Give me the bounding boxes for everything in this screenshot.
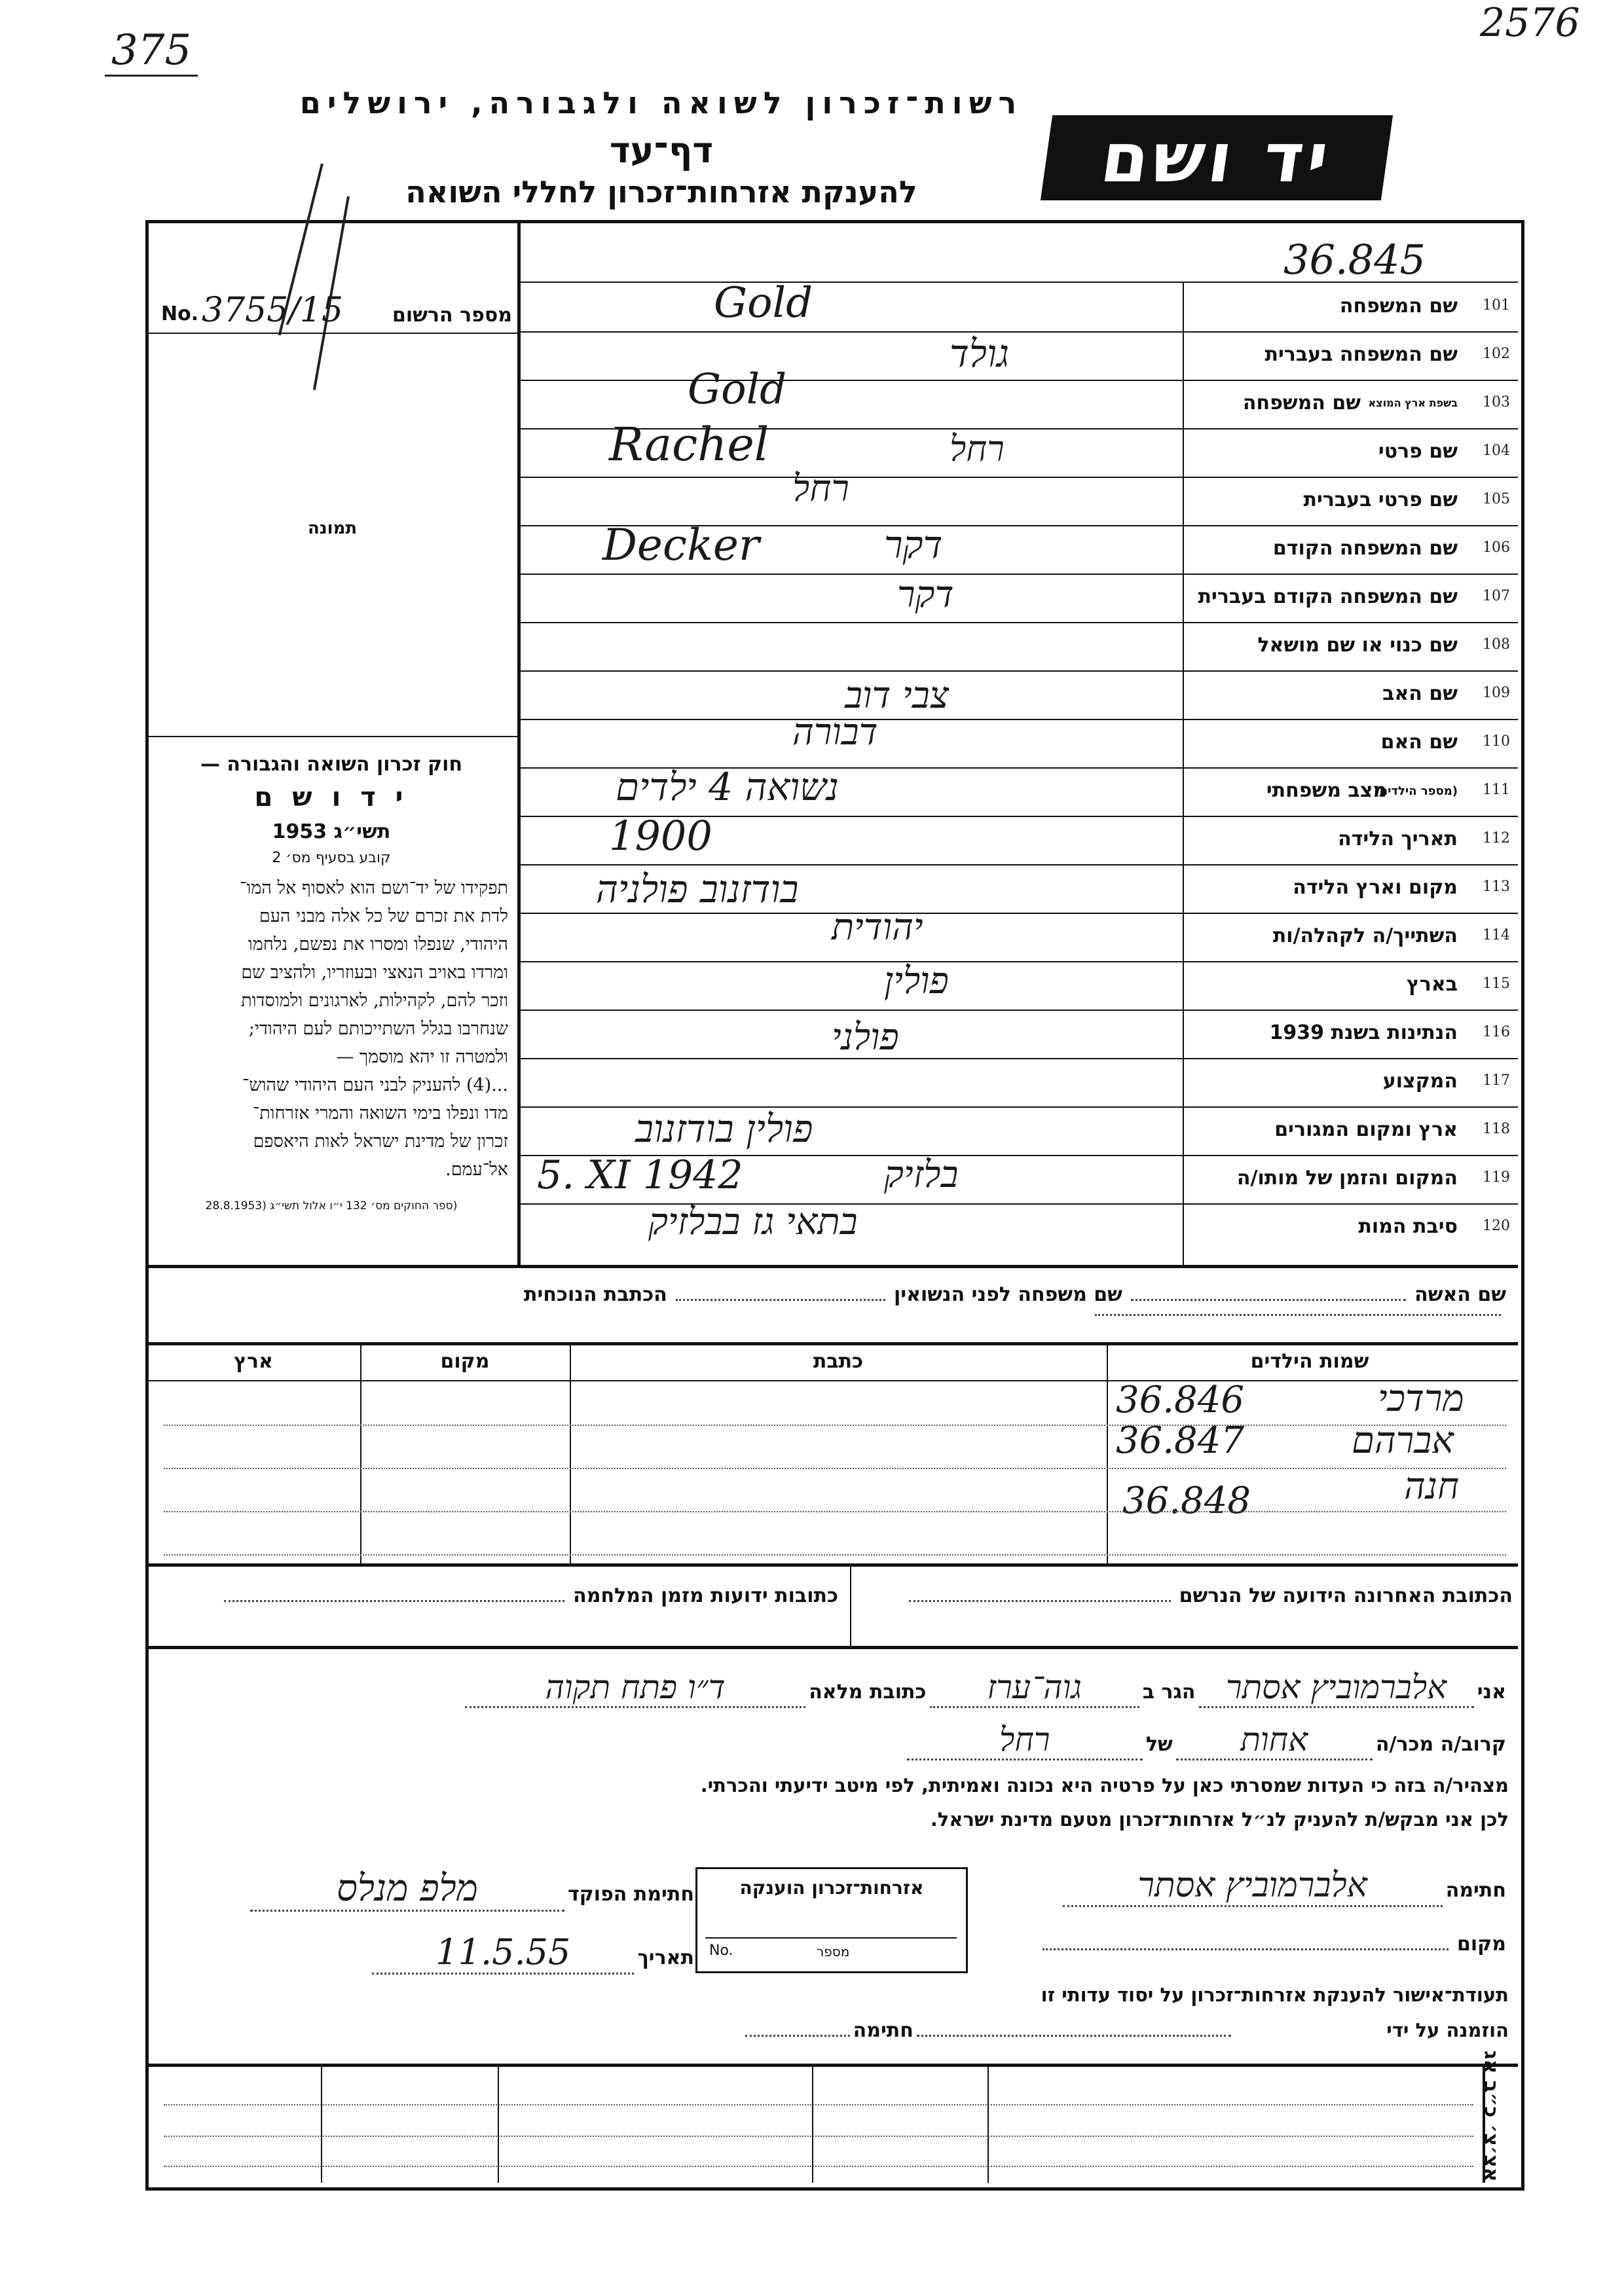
field-number: 113 bbox=[1483, 879, 1510, 895]
field-label: המקצוע bbox=[1382, 1070, 1458, 1093]
field-row-109 bbox=[517, 670, 1518, 719]
resident-label: הגר ב bbox=[1142, 1681, 1196, 1704]
field-label: בארץ bbox=[1406, 973, 1458, 996]
col-header-address: כתבת bbox=[813, 1350, 864, 1373]
law-line: ...(4) להעניק לבני העם היהודי שהוש־ bbox=[242, 1075, 508, 1095]
relative-label: קרוב/ה מכר/ה bbox=[1375, 1733, 1506, 1756]
field-row-101 bbox=[517, 279, 1518, 331]
declarant-line-2 bbox=[589, 1721, 1506, 1766]
field-value: פולין בודזנוב bbox=[635, 1106, 813, 1151]
field-value: 1900 bbox=[609, 812, 712, 860]
field-row-119 bbox=[517, 1152, 1518, 1203]
law-line: לדת את זכרם של כל אלה מבני העם bbox=[259, 906, 508, 926]
law-line: מדו ונפלו בימי השואה והמרי אזרחות־ bbox=[252, 1103, 508, 1123]
date-line bbox=[262, 1931, 694, 1975]
field-row-112 bbox=[517, 812, 1518, 864]
last-known-address bbox=[858, 1584, 1513, 1607]
field-value: יהודית bbox=[832, 906, 923, 949]
reg-prefix: No. bbox=[161, 302, 199, 325]
law-box bbox=[155, 753, 508, 1212]
law-line: וזכר להם, לקהילות, לארגונים ולמוסדות bbox=[241, 991, 508, 1011]
col-header-country: ארץ bbox=[234, 1350, 273, 1373]
field-number: 112 bbox=[1483, 830, 1510, 847]
of-label: של bbox=[1145, 1733, 1173, 1756]
field-row-114 bbox=[517, 906, 1518, 961]
reg-label: מספר הרשום bbox=[392, 304, 512, 327]
child-record-id: 36.846 bbox=[1116, 1379, 1244, 1421]
field-number: 107 bbox=[1483, 588, 1510, 604]
page-number: 2576 bbox=[1480, 0, 1580, 46]
certificate-signature-label: חתימה bbox=[853, 2019, 913, 2042]
field-number: 111 bbox=[1483, 782, 1510, 798]
child-row bbox=[147, 1511, 1518, 1554]
officer-signature-line bbox=[157, 1867, 694, 1912]
field-value: דקר bbox=[897, 574, 954, 616]
registration-number bbox=[157, 291, 516, 331]
field-number: 115 bbox=[1483, 975, 1510, 992]
field-label: שם האב bbox=[1382, 682, 1458, 705]
field-label: הנתינות בשנת 1939 bbox=[1269, 1021, 1458, 1044]
field-label: המקום והזמן של מותו/ה bbox=[1236, 1167, 1458, 1190]
field-number: 117 bbox=[1483, 1072, 1510, 1089]
declaration-text-1: מצהיר/ה בזה כי העדות שמסרתי כאן על פרטיה היא נכונה ואמיתית, לפי מיטב ידיעתי והכרתי. bbox=[700, 1774, 1509, 1796]
field-value-hebrew: דקר bbox=[884, 522, 943, 567]
field-value: דבורה bbox=[792, 711, 878, 754]
field-value: נשואה 4 ילדים bbox=[616, 765, 840, 809]
col-header-children: שמות הילדים bbox=[1250, 1350, 1369, 1373]
field-row-108 bbox=[517, 622, 1518, 670]
law-line: ומרדו באויב הנאצי ובעוזריו, ולהציב שם bbox=[241, 962, 508, 983]
maiden-name-label: שם משפחה לפני הנשואין bbox=[893, 1283, 1122, 1306]
field-number: 120 bbox=[1483, 1218, 1510, 1234]
ani-label: אני bbox=[1477, 1681, 1506, 1704]
field-row-106 bbox=[517, 520, 1518, 574]
wartime-address-label: כתובות ידועות מזמן המלחמה bbox=[573, 1584, 838, 1607]
child-row bbox=[147, 1465, 1518, 1522]
child-row bbox=[147, 1377, 1518, 1425]
field-row-116 bbox=[517, 1010, 1518, 1058]
full-address-label: כתובת מלאה bbox=[809, 1681, 927, 1704]
field-number: 108 bbox=[1483, 636, 1510, 653]
field-value-hebrew: רחל bbox=[950, 428, 1005, 469]
law-line: שנחרבו בגלל השתייכותם לעם היהודי; bbox=[248, 1019, 508, 1039]
field-number: 102 bbox=[1483, 346, 1510, 362]
date-value: 11.5.55 bbox=[372, 1931, 634, 1975]
law-line: אל־עמם. bbox=[445, 1159, 508, 1180]
field-label: תאריך הלידה bbox=[1338, 828, 1458, 850]
field-number: 116 bbox=[1483, 1024, 1510, 1040]
field-label-note: בשפת ארץ המוצא bbox=[1368, 397, 1458, 409]
certificate-signature-line bbox=[655, 2019, 1231, 2042]
field-number: 114 bbox=[1483, 927, 1510, 943]
form-subtitle: להענקת אזרחות־זכרון לחללי השואה bbox=[405, 174, 917, 210]
officer-signature-label: חתימת הפוקד bbox=[568, 1883, 694, 1906]
field-label: שם האם bbox=[1380, 731, 1458, 754]
resident-value: גוה־ערז bbox=[930, 1668, 1139, 1708]
field-label: השתייך/ה לקהלה/ות bbox=[1272, 924, 1458, 947]
child-name: אברהם bbox=[1352, 1419, 1454, 1462]
field-value: Rachel bbox=[609, 418, 769, 471]
field-value: רחל bbox=[792, 467, 849, 510]
yad-vashem-logo: יד ושם bbox=[1041, 115, 1393, 200]
field-number: 103 bbox=[1483, 394, 1510, 410]
field-row-117 bbox=[517, 1058, 1518, 1106]
law-line: תפקידו של יד־ושם הוא לאסוף אל המו־ bbox=[240, 878, 508, 898]
child-row bbox=[147, 1419, 1518, 1468]
field-row-107 bbox=[517, 574, 1518, 622]
field-number: 119 bbox=[1483, 1169, 1510, 1186]
signature-label: חתימה bbox=[1445, 1879, 1506, 1902]
field-label: ארץ ומקום המגורים bbox=[1274, 1118, 1458, 1141]
field-row-111 bbox=[517, 767, 1518, 816]
law-name: י ד ו ש ם bbox=[254, 782, 409, 812]
wife-label: שם האשה bbox=[1414, 1283, 1506, 1306]
declarant-name: אלברמוביץ אסתר bbox=[1199, 1668, 1474, 1708]
field-row-105 bbox=[517, 467, 1518, 525]
field-label: שם המשפחה bbox=[1242, 392, 1361, 414]
field-number: 106 bbox=[1483, 539, 1510, 556]
field-value: צבי דוב bbox=[845, 674, 950, 717]
field-row-120 bbox=[517, 1203, 1518, 1252]
field-row-115 bbox=[517, 961, 1518, 1010]
side-code: אצ׳צ׳ כ״ב אג bbox=[1479, 2050, 1503, 2182]
last-address-label: הכתובת האחרונה הידועה של הנרשם bbox=[1179, 1584, 1513, 1607]
officer-signature: מלפ מנלס bbox=[250, 1867, 564, 1912]
child-record-id: 36.848 bbox=[1122, 1480, 1251, 1522]
photo-label: תמונה bbox=[308, 519, 358, 538]
authority-title: רשות־זכרון לשואה ולגבורה, ירושלים bbox=[299, 85, 1024, 120]
field-number: 109 bbox=[1483, 685, 1510, 701]
field-number: 118 bbox=[1483, 1121, 1510, 1137]
law-line: זכרון של מדינת ישראל לאות היאספם bbox=[253, 1131, 508, 1152]
current-address-label: הכתבת הנוכחית bbox=[524, 1283, 667, 1306]
law-line: ולמטרה זו יהא מוסמך — bbox=[336, 1047, 508, 1067]
field-value: בתאי גז בבלזיק bbox=[648, 1201, 858, 1243]
citizenship-stamp-box bbox=[695, 1867, 968, 1973]
stamp-no-label: מספר bbox=[817, 1944, 850, 1959]
date-label: תאריך bbox=[637, 1946, 694, 1969]
declarant-line-1 bbox=[157, 1668, 1506, 1714]
relative-value: אחות bbox=[1176, 1721, 1373, 1760]
certificate-text-2: הוזמנה על ידי bbox=[1386, 2019, 1509, 2041]
law-line: היהודי, שנפלו ומסרו את נפשם, נלחמו bbox=[248, 934, 508, 955]
wartime-addresses bbox=[157, 1584, 838, 1607]
field-label: שם פרטי bbox=[1378, 440, 1458, 463]
certificate-text-1: תעודת־אישור להענקת אזרחות־זכרון על יסוד עדותי זו bbox=[1041, 1984, 1509, 2006]
declarant-signature: אלברמוביץ אסתר bbox=[1063, 1866, 1443, 1907]
field-label: מצב משפחתי bbox=[1266, 779, 1387, 802]
field-value: פולין bbox=[884, 960, 949, 1002]
field-value: פולני bbox=[832, 1016, 899, 1059]
field-label: שם פרטי בעברית bbox=[1303, 488, 1458, 511]
field-label: שם המשפחה בעברית bbox=[1264, 343, 1458, 366]
field-row-113 bbox=[517, 864, 1518, 913]
field-number: 101 bbox=[1483, 297, 1510, 314]
field-value: גולד bbox=[950, 331, 1010, 376]
top-record-id: 36.845 bbox=[1283, 236, 1426, 283]
field-value: Gold bbox=[688, 365, 787, 414]
field-number: 104 bbox=[1483, 443, 1510, 459]
stamp-title: אזרחות־זכרון הוענקה bbox=[739, 1877, 924, 1899]
declaration-text-2: לכן אני מבקש/ת להעניק לנ״ל אזרחות־זכרון מטעם מדינת ישראל. bbox=[930, 1808, 1509, 1831]
col-header-place: מקום bbox=[440, 1350, 490, 1373]
law-year: תשי״ג 1953 bbox=[272, 820, 391, 843]
archive-ref-number: 375 bbox=[105, 26, 198, 77]
field-value-place: בלזיק bbox=[884, 1154, 959, 1196]
field-row-110 bbox=[517, 711, 1518, 767]
law-section: קובע בסעיף מס׳ 2 bbox=[272, 850, 391, 866]
field-row-102 bbox=[517, 331, 1518, 380]
field-label: מקום וארץ הלידה bbox=[1293, 876, 1458, 899]
field-label-note: (מספר הילדים) bbox=[1374, 784, 1458, 798]
field-row-104 bbox=[517, 418, 1518, 477]
child-record-id: 36.847 bbox=[1116, 1419, 1244, 1462]
field-row-118 bbox=[517, 1106, 1518, 1155]
reg-value: 3755/15 bbox=[202, 291, 344, 330]
field-label: סיבת המות bbox=[1358, 1215, 1458, 1238]
field-value: בודזנוב פולניה bbox=[596, 867, 799, 911]
place-label: מקום bbox=[1457, 1933, 1506, 1956]
stamp-no: No. bbox=[709, 1942, 733, 1959]
of-value: רחל bbox=[907, 1721, 1143, 1760]
place-line bbox=[982, 1933, 1506, 1956]
field-label: שם המשפחה bbox=[1339, 295, 1458, 318]
field-number: 110 bbox=[1483, 733, 1510, 750]
field-label: שם המשפחה הקודם בעברית bbox=[1198, 585, 1458, 608]
field-value: Decker bbox=[602, 520, 760, 570]
law-title: חוק זכרון השואה והגבורה — bbox=[200, 753, 463, 776]
field-value: Gold bbox=[714, 279, 813, 327]
field-number: 105 bbox=[1483, 491, 1510, 507]
field-value: 5. XI 1942 bbox=[537, 1152, 743, 1198]
field-label: שם כנוי או שם מושאל bbox=[1257, 634, 1458, 657]
field-label: שם המשפחה הקודם bbox=[1272, 537, 1458, 560]
child-name: חנה bbox=[1404, 1465, 1460, 1508]
spouse-row bbox=[157, 1283, 1506, 1322]
full-address-value: ד״ו פתח תקוה bbox=[465, 1668, 805, 1708]
signature-line bbox=[982, 1866, 1506, 1907]
child-name: מרדכי bbox=[1378, 1377, 1464, 1420]
law-footnote: (ספר החוקים מס׳ 132 י״ו אלול תשי״ג (28.8.1953 bbox=[205, 1199, 458, 1212]
form-title: דף־עד bbox=[609, 130, 714, 171]
